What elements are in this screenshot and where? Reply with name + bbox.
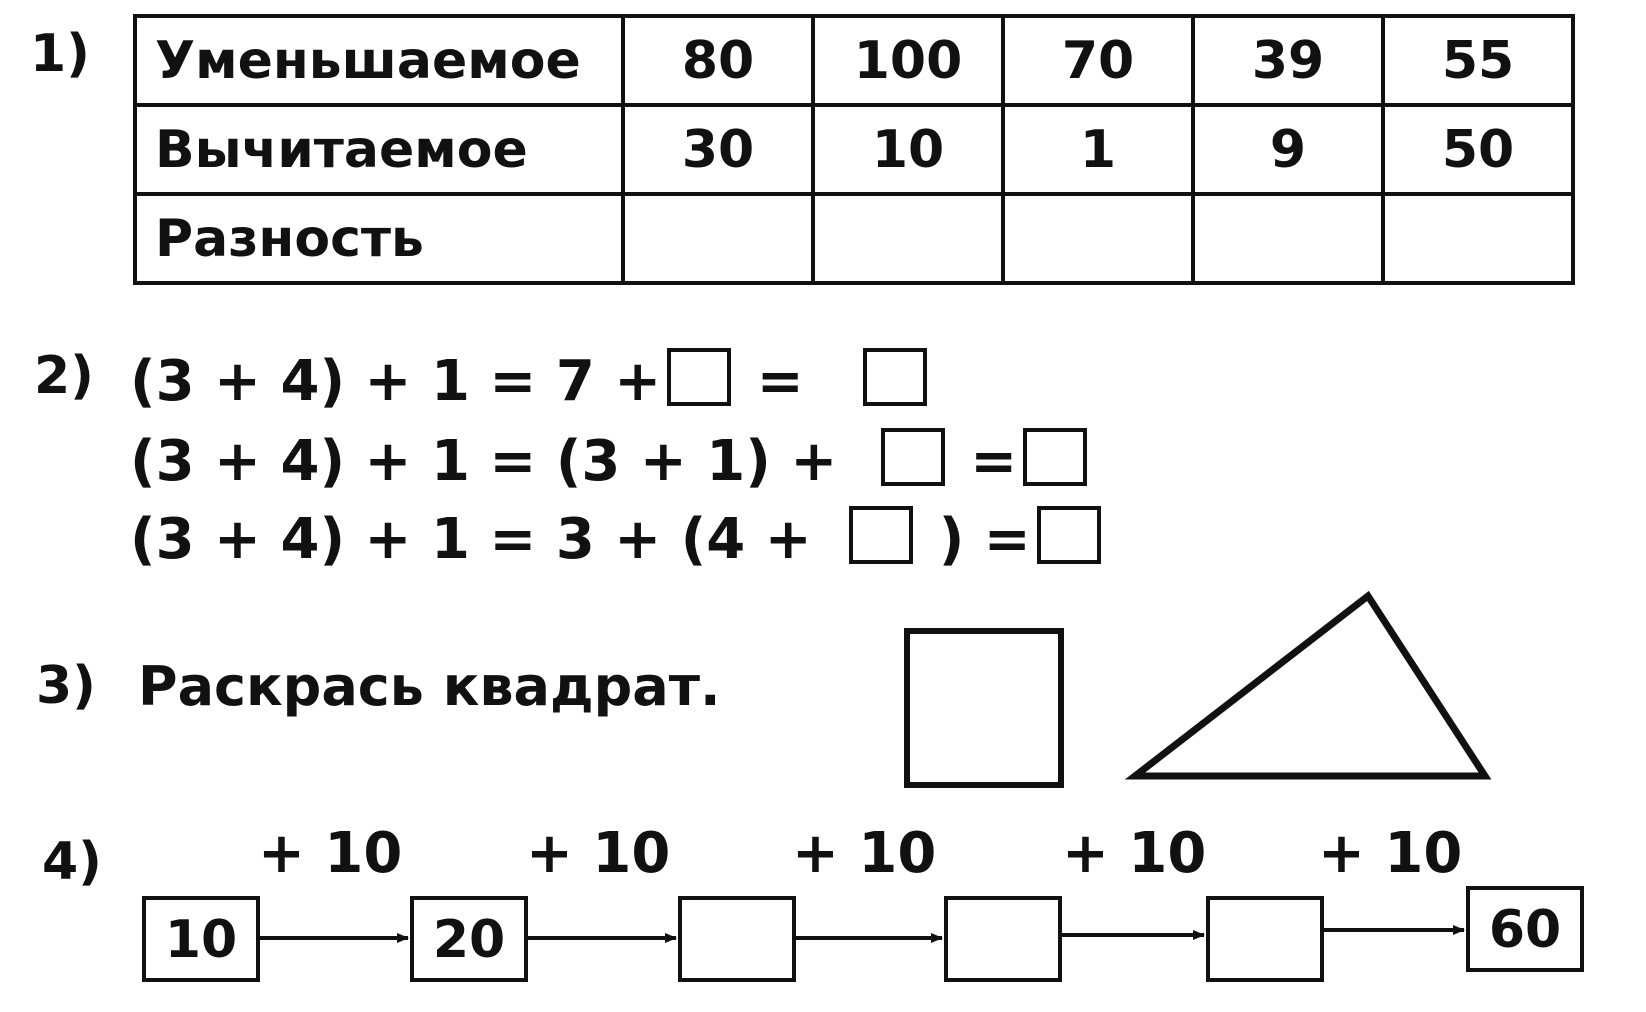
table-cell: 9	[1193, 105, 1383, 194]
equation-text: =	[756, 349, 804, 414]
step-label: + 10	[258, 821, 403, 886]
equation-text: ) =	[938, 507, 1031, 572]
equation-text: (3 + 4) + 1 = 7 +	[130, 349, 662, 414]
equation-text: =	[970, 429, 1018, 494]
task4-number: 4)	[42, 832, 102, 892]
task3-number: 3)	[36, 656, 96, 716]
table-cell: 80	[623, 16, 813, 105]
step-label: + 10	[1318, 821, 1463, 886]
step-label: + 10	[1062, 821, 1207, 886]
equation-text: (3 + 4) + 1 = (3 + 1) +	[130, 429, 838, 494]
table-cell: 70	[1003, 16, 1193, 105]
table-cell: 55	[1383, 16, 1573, 105]
step-label: + 10	[792, 821, 937, 886]
table-cell: 1	[1003, 105, 1193, 194]
table-cell: 50	[1383, 105, 1573, 194]
row-label-subtrahend: Вычитаемое	[135, 105, 623, 194]
table-cell: 10	[813, 105, 1003, 194]
task2-number: 2)	[34, 346, 94, 406]
row-label-difference: Разность	[135, 194, 623, 283]
chain-box: 10	[142, 896, 260, 982]
row-label-minuend: Уменьшаемое	[135, 16, 623, 105]
table-cell: 100	[813, 16, 1003, 105]
chain-box: 60	[1466, 886, 1584, 972]
table-cell: 39	[1193, 16, 1383, 105]
equation-text: (3 + 4) + 1 = 3 + (4 +	[130, 507, 812, 572]
table-cell: 30	[623, 105, 813, 194]
task3-instruction: Раскрась квадрат.	[138, 655, 721, 718]
task1-number: 1)	[30, 24, 90, 84]
step-label: + 10	[526, 821, 671, 886]
chain-box: 20	[410, 896, 528, 982]
